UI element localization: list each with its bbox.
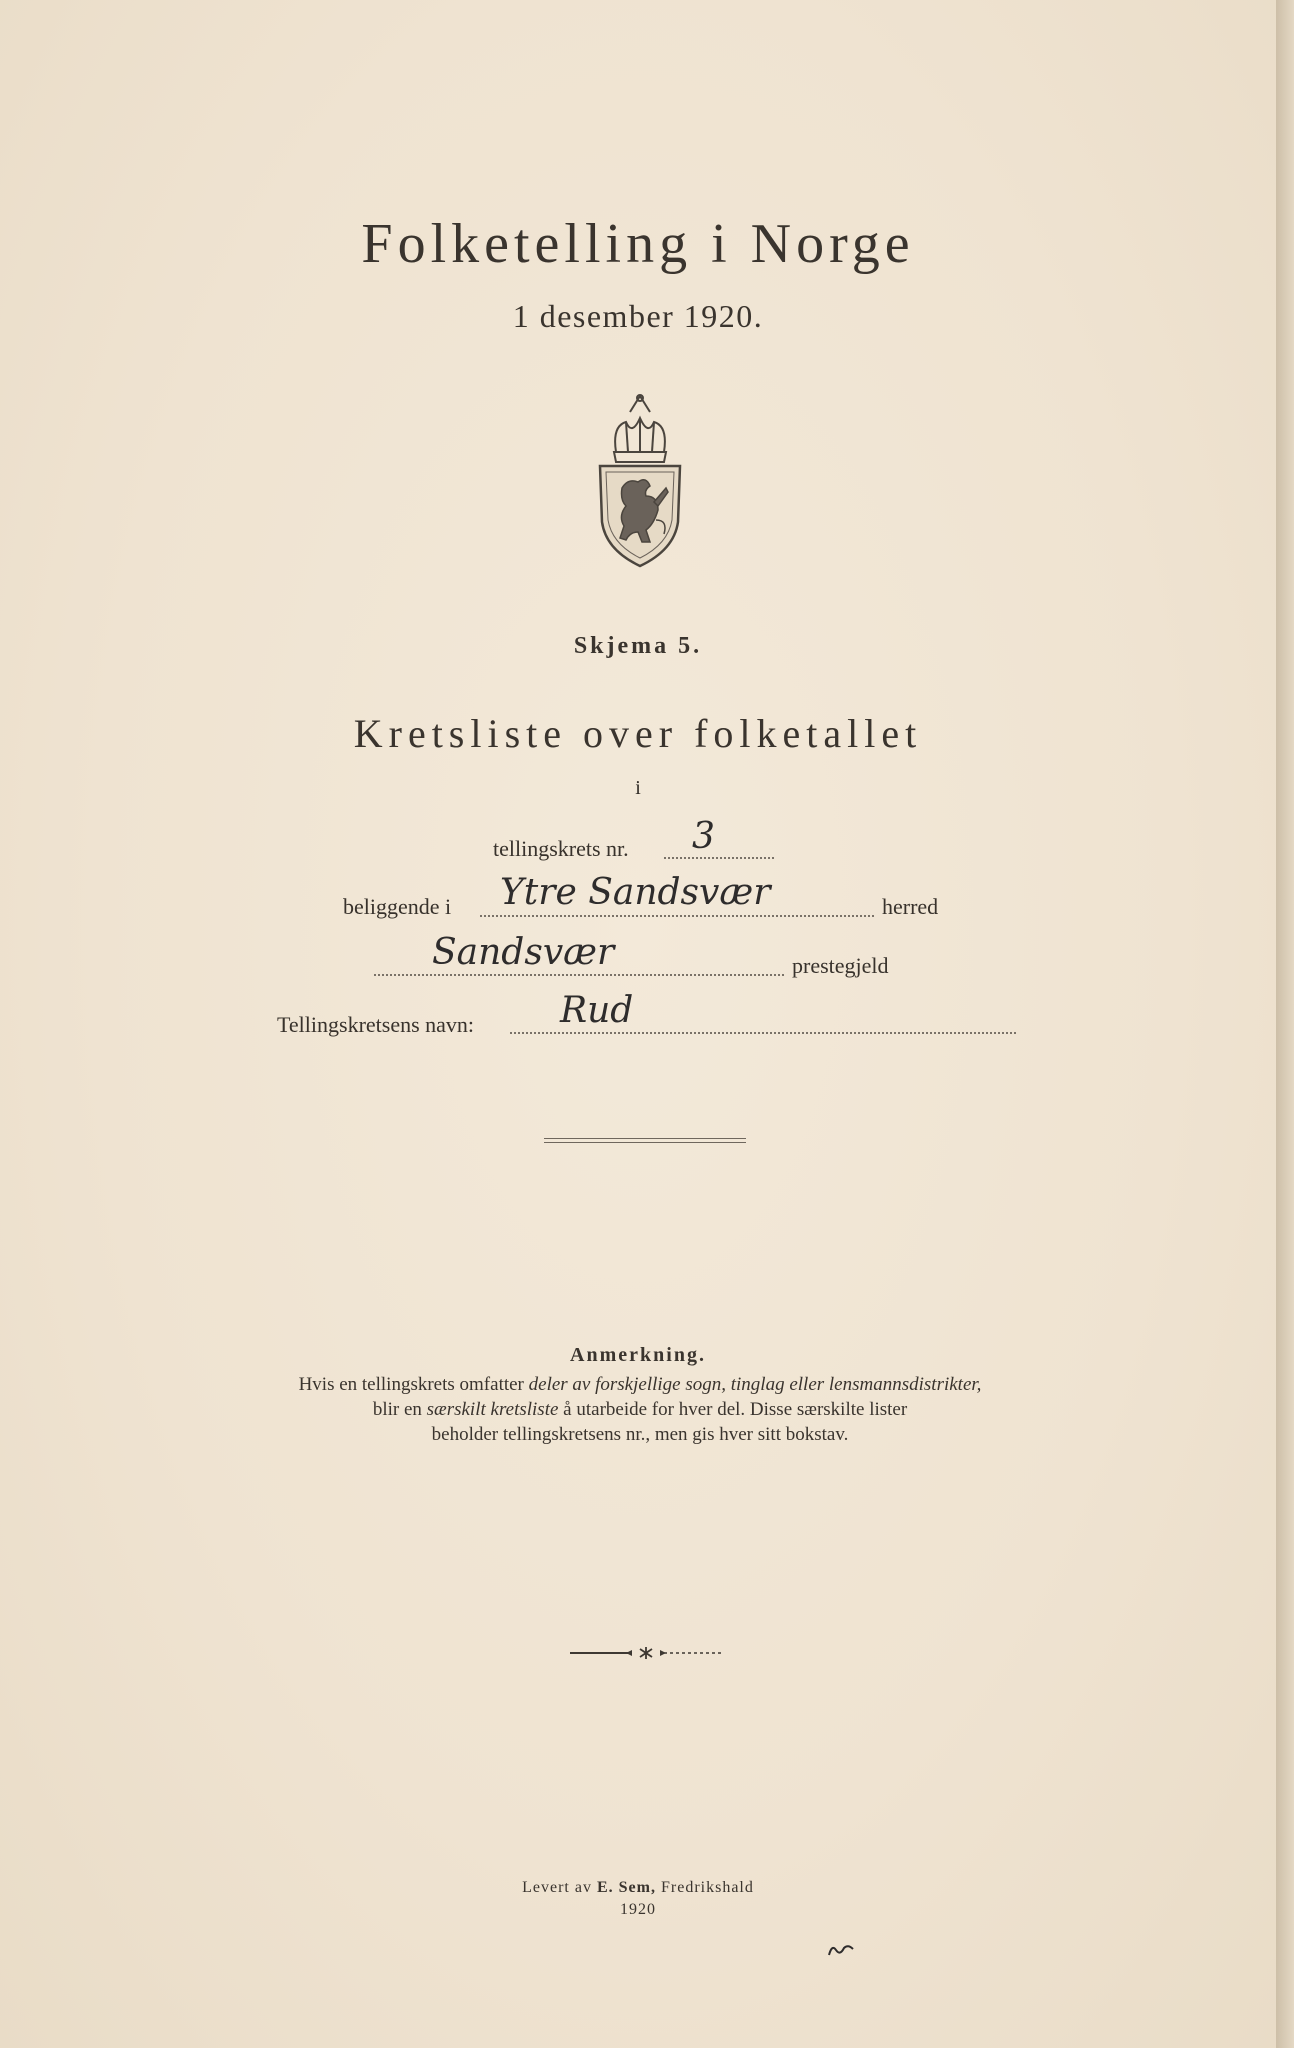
municipality-label: beliggende i — [343, 894, 452, 919]
district-number-line — [664, 857, 774, 859]
note-line-1: Hvis en tellingskrets omfatter deler av forskjellige sogn, tinglag eller lensmannsdistrikter, — [298, 1374, 982, 1395]
note-line-2: blir en særskilt kretsliste å utarbeide for hver del. Disse særskilte lister — [372, 1399, 908, 1420]
print-year: 1920 — [620, 1901, 656, 1918]
municipality-line — [480, 915, 874, 917]
page-title: Folketelling i Norge — [361, 213, 915, 275]
district-number-value: 3 — [692, 816, 715, 857]
parish-line — [374, 974, 784, 976]
printer-line: Levert av E. Sem, Fredrikshald — [522, 1879, 754, 1896]
divider-rule-top — [544, 1138, 746, 1139]
municipality-value: Ytre Sandsvær — [500, 872, 771, 913]
ornament-divider-icon — [566, 1646, 726, 1660]
note-heading: Anmerkning. — [570, 1344, 706, 1366]
page-edge — [1276, 0, 1294, 2048]
municipality-suffix: herred — [882, 894, 939, 919]
district-name-line — [510, 1032, 1016, 1034]
parish-suffix: prestegjeld — [792, 953, 889, 978]
form-subtitle: Kretsliste over folketallet — [353, 711, 923, 756]
note-body — [200, 1372, 1080, 1447]
stray-pen-mark-icon — [826, 1940, 856, 1958]
census-date: 1 desember 1920. — [512, 298, 764, 334]
norway-coat-of-arms-icon — [592, 392, 688, 568]
parish-value: Sandsvær — [432, 932, 615, 973]
preposition: i — [635, 777, 641, 799]
divider-rule-bottom — [544, 1142, 746, 1143]
printer-imprint — [0, 1877, 1276, 1921]
district-name-value: Rud — [560, 990, 634, 1031]
note-line-3: beholder tellingskretsens nr., men gis hver sitt bokstav. — [431, 1424, 849, 1445]
schema-number: Skjema 5. — [573, 633, 703, 659]
district-number-label: tellingskrets nr. — [493, 836, 629, 861]
district-name-label: Tellingskretsens navn: — [277, 1012, 475, 1037]
